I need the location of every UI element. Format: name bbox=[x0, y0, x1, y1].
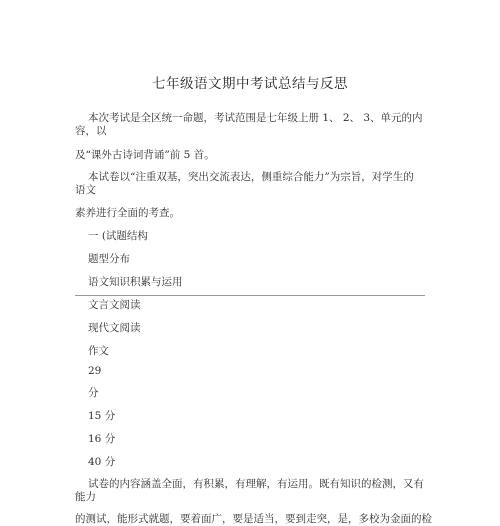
paragraph-2-line-2: 语文 bbox=[75, 184, 96, 196]
document-title: 七年级语文期中考试总结与反思 bbox=[152, 76, 348, 92]
section-heading: 一 (试题结构 bbox=[88, 230, 148, 242]
paragraph-3-line-3: 的测试，能形式就题，要着面广，要是适当，要到走突，是，多校为金面的检 bbox=[75, 513, 432, 525]
table-header-cell: 题型分布 bbox=[88, 253, 130, 265]
paragraph-3-line-2: 能力 bbox=[75, 491, 96, 503]
table-cell-type-1: 语文知识积累与运用 bbox=[88, 276, 183, 288]
table-divider-line bbox=[75, 295, 425, 296]
table-cell-score-2: 分 bbox=[88, 387, 99, 399]
table-cell-type-4: 作文 bbox=[88, 345, 109, 357]
paragraph-1-line-3: 及“课外古诗词背诵”前 5 首。 bbox=[75, 149, 215, 161]
paragraph-2-line-3: 素养进行全面的考查。 bbox=[75, 207, 180, 219]
paragraph-2-line-1: 本试卷以“注重双基，突出交流表达，侧重综合能力”为宗旨，对学生的 bbox=[88, 171, 414, 183]
table-cell-type-2: 文言文阅读 bbox=[88, 299, 141, 311]
paragraph-3-line-1: 试卷的内容涵盖全面，有积累，有理解，有运用。既有知识的检测，又有 bbox=[88, 478, 424, 490]
table-cell-score-4: 16 分 bbox=[88, 433, 116, 445]
table-cell-score-5: 40 分 bbox=[88, 456, 116, 468]
table-cell-type-3: 现代文阅读 bbox=[88, 322, 141, 334]
table-cell-score-3: 15 分 bbox=[88, 410, 116, 422]
paragraph-1-line-2: 容，以 bbox=[75, 125, 107, 137]
table-cell-score-1: 29 bbox=[88, 365, 102, 377]
paragraph-1-line-1: 本次考试是全区统一命题，考试范围是七年级上册 1、 2、 3、单元的内 bbox=[88, 112, 423, 124]
